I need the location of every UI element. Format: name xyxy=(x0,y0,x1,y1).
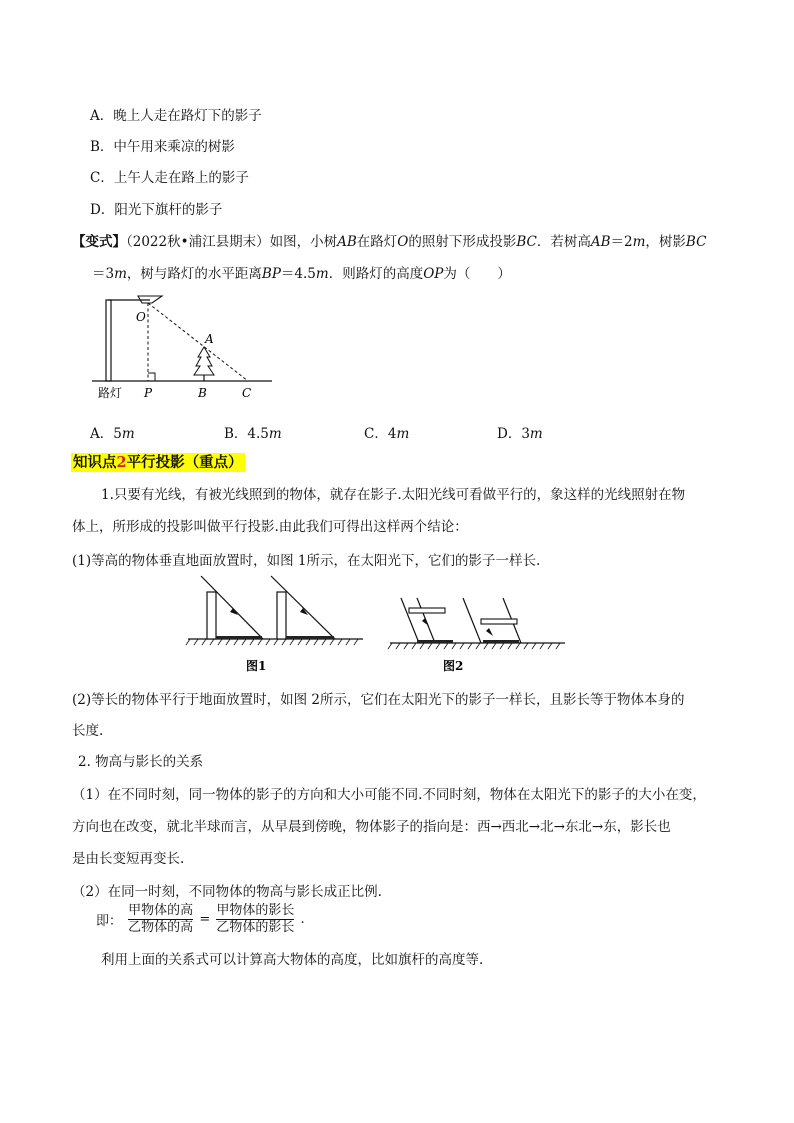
paragraph-5-line1: （1）在不同时刻，同一物体的影子的方向和大小可能不同.不同时刻，物体在太阳光下的影子的大小在变， xyxy=(72,787,706,803)
right-angle-mark xyxy=(148,373,155,381)
parallel-projection-figure xyxy=(185,570,585,680)
right-fraction: $\frac{\text{甲物体的影长}}{\text{乙物体的影长}}$ xyxy=(216,903,295,935)
option-prev-a: A．晚上人走在路灯下的影子 xyxy=(90,108,262,124)
option-prev-b: B．中午用来乘凉的树影 xyxy=(90,139,235,155)
paragraph-4: 2. 物高与影长的关系 xyxy=(78,754,204,770)
label-b: B xyxy=(198,386,207,400)
paragraph-1-line1: 1.只要有光线，有被光线照到的物体，就存在影子.太阳光线可看做平行的，象这样的光线照射在物 xyxy=(101,487,686,503)
variant-question-line1: 【变式】（2022秋•浦江县期末）如图，小树AB在路灯O的照射下形成投影BC．若树高AB＝2m，树影BC xyxy=(72,234,707,250)
answer-option-b: B．4.5m xyxy=(224,426,282,442)
tree-icon xyxy=(194,347,214,375)
paragraph-5-line2: 方向也在改变，就北半球而言，从早晨到傍晚，物体影子的指向是：西→西北→北→东北→东，影长也 xyxy=(72,819,671,835)
paragraph-6: （2）在同一时刻，不同物体的物高与影长成正比例. xyxy=(72,884,382,900)
label-c: C xyxy=(242,386,252,400)
option-prev-d: D．阳光下旗杆的影子 xyxy=(90,202,223,218)
section-heading: 知识点2平行投影（重点） xyxy=(73,454,243,471)
paragraph-1-line2: 体上，所形成的投影叫做平行投影.由此我们可得出这样两个结论： xyxy=(72,519,468,535)
ratio-formula: 即： $\frac{\text{甲物体的高}}{\text{乙物体的高}}$ = $\frac{\text{甲物体的影长}}{\text{乙物体的影长}}$ . xyxy=(96,903,305,935)
streetlamp-figure xyxy=(92,290,282,405)
paragraph-5-line3: 是由长变短再变长. xyxy=(72,851,185,867)
label-a: A xyxy=(205,332,214,346)
label-o: O xyxy=(136,310,146,324)
answer-option-c: C．4m xyxy=(364,426,410,442)
figure-2 xyxy=(388,598,565,673)
option-prev-c: C．上午人走在路上的影子 xyxy=(90,170,249,186)
paragraph-3-line1: (2)等长的物体平行于地面放置时，如图 2所示，它们在太阳光下的影子一样长，且影长等于物体本身的 xyxy=(72,692,685,708)
paragraph-2: (1)等高的物体垂直地面放置时，如图 1所示，在太阳光下，它们的影子一样长. xyxy=(72,553,541,569)
figure-1 xyxy=(186,576,363,673)
lamp-pole xyxy=(106,300,111,381)
variant-question-line2: ＝3m，树与路灯的水平距离BP＝4.5m．则路灯的高度OP为（ ） xyxy=(92,266,511,282)
answer-option-a: A．5m xyxy=(90,426,135,442)
label-p: P xyxy=(144,386,153,400)
paragraph-7: 利用上面的关系式可以计算高大物体的高度，比如旗杆的高度等. xyxy=(101,952,484,968)
paragraph-3-line2: 长度. xyxy=(72,723,104,739)
label-lamp: 路灯 xyxy=(98,386,123,400)
answer-option-d: D．3m xyxy=(497,426,543,442)
figure-1-caption: 图1 xyxy=(246,659,267,673)
figure-2-caption: 图2 xyxy=(443,659,464,673)
left-fraction: $\frac{\text{甲物体的高}}{\text{乙物体的高}}$ xyxy=(128,903,194,935)
